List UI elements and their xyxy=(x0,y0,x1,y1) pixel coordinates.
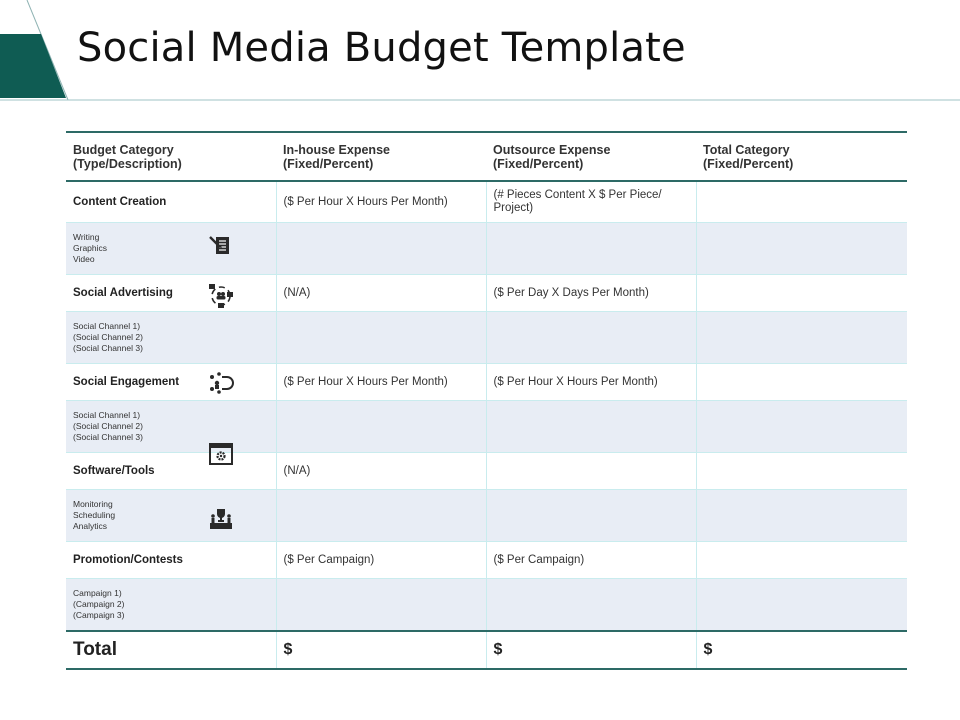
total-cell xyxy=(696,542,907,579)
subcategory-list: Social Channel 1) (Social Channel 2) (Social Channel 3) xyxy=(73,410,143,442)
header-inhouse-expense: In-house Expense (Fixed/Percent) xyxy=(276,132,486,181)
total-cell xyxy=(696,453,907,490)
subcategory-list: Social Channel 1) (Social Channel 2) (Social Channel 3) xyxy=(73,321,143,353)
category-row xyxy=(66,542,907,579)
header-outsource-expense: Outsource Expense (Fixed/Percent) xyxy=(486,132,696,181)
outsource-cell: ($ Per Hour X Hours Per Month) xyxy=(486,364,696,401)
category-row xyxy=(66,275,907,312)
category-label: Content Creation xyxy=(73,196,167,208)
header-budget-category: Budget Category (Type/Description) xyxy=(66,132,276,181)
total-inhouse-value: $ xyxy=(283,641,293,658)
accent-shape xyxy=(0,34,66,98)
category-row xyxy=(66,364,907,401)
inhouse-cell: ($ Per Hour X Hours Per Month) xyxy=(276,181,486,223)
subcategory-row xyxy=(66,401,907,453)
category-label: Social Advertising xyxy=(73,287,173,299)
category-row xyxy=(66,453,907,490)
total-category-value: $ xyxy=(703,641,713,658)
network-cycle-icon xyxy=(208,283,234,309)
total-row xyxy=(66,631,907,669)
category-row xyxy=(66,181,907,223)
category-label: Social Engagement xyxy=(73,376,180,388)
category-label: Software/Tools xyxy=(73,465,155,477)
total-cell xyxy=(696,364,907,401)
subcategory-list: Monitoring Scheduling Analytics xyxy=(73,499,116,531)
outsource-cell: ($ Per Day X Days Per Month) xyxy=(486,275,696,312)
budget-table xyxy=(66,131,907,670)
subcategory-row xyxy=(66,490,907,542)
outsource-cell xyxy=(486,453,696,490)
total-outsource-value: $ xyxy=(493,641,503,658)
content-pen-icon xyxy=(208,233,234,259)
subcategory-row xyxy=(66,312,907,364)
subcategory-list: Writing Graphics Video xyxy=(73,232,108,264)
browser-gear-icon xyxy=(208,441,234,467)
total-cell xyxy=(696,275,907,312)
category-label: Promotion/Contests xyxy=(73,554,183,566)
engagement-icon xyxy=(208,370,234,396)
inhouse-cell: (N/A) xyxy=(276,453,486,490)
page-title: Social Media Budget Template xyxy=(77,25,686,71)
outsource-cell: (# Pieces Content X $ Per Piece/ Project) xyxy=(486,181,696,223)
subcategory-list: Campaign 1) (Campaign 2) (Campaign 3) xyxy=(73,588,125,620)
header-total-category: Total Category (Fixed/Percent) xyxy=(696,132,907,181)
header-row xyxy=(66,132,907,181)
total-cell xyxy=(696,181,907,223)
total-label: Total xyxy=(73,639,117,660)
subcategory-row xyxy=(66,223,907,275)
outsource-cell: ($ Per Campaign) xyxy=(486,542,696,579)
inhouse-cell: (N/A) xyxy=(276,275,486,312)
inhouse-cell: ($ Per Campaign) xyxy=(276,542,486,579)
subcategory-row xyxy=(66,579,907,632)
trophy-podium-icon xyxy=(208,506,234,532)
inhouse-cell: ($ Per Hour X Hours Per Month) xyxy=(276,364,486,401)
